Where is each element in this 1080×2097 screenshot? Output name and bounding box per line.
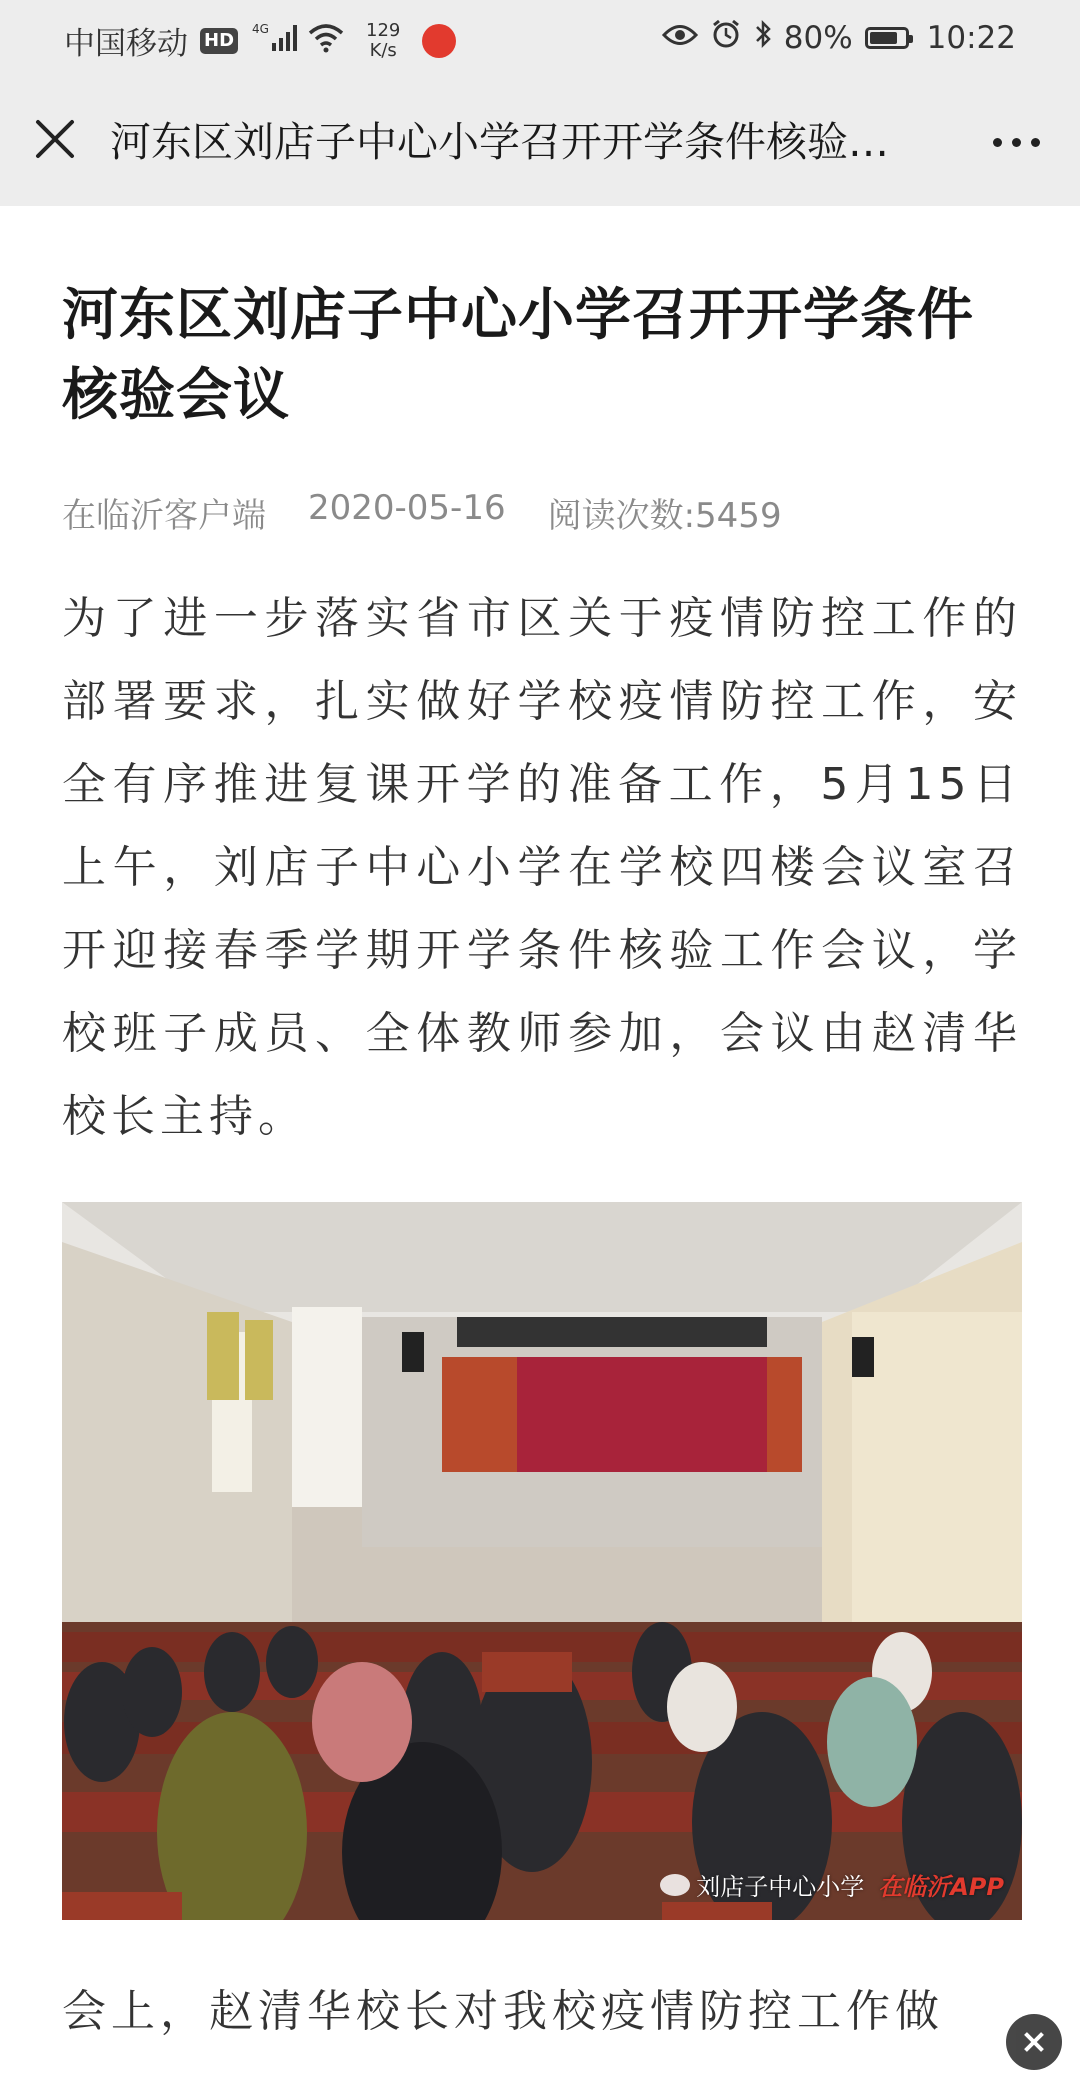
alarm-icon — [710, 18, 742, 58]
article — [62, 206, 1022, 2097]
article-date: 2020-05-16 — [308, 488, 506, 528]
article-source[interactable]: 在临沂客户端 — [62, 496, 266, 536]
nav-bar — [0, 78, 1080, 206]
photo-watermark — [660, 1867, 1004, 1902]
carrier-label: 中国移动 — [64, 26, 188, 62]
more-options-icon[interactable] — [993, 138, 1040, 147]
article-paragraph-1: 为了进一步落实省市区关于疫情防控工作的部署要求，扎实做好学校疫情防控工作，安全有序推进复课开学的准备工作，5月15日上午，刘店子中心小学在学校四楼会议室召开迎接春季学期开学条件核验工作会议，学校班子成员、全体教师参加，会议由赵清华校长主持。 — [62, 593, 1022, 1142]
speed-unit: K/s — [369, 39, 397, 61]
article-photo[interactable] — [62, 1202, 1022, 1920]
signal-icon — [252, 21, 298, 61]
article-read-count: 阅读次数:5459 — [547, 496, 782, 536]
battery-icon — [865, 27, 909, 49]
wifi-icon — [306, 21, 346, 61]
article-title: 河东区刘店子中心小学召开开学条件核验会议 — [62, 283, 974, 428]
status-bar — [0, 0, 1080, 78]
photo-brand-logo: 在临沂APP — [878, 1873, 1004, 1901]
close-icon[interactable] — [34, 118, 76, 160]
app-notification-icon — [422, 24, 456, 58]
clock: 10:22 — [926, 20, 1016, 56]
network-speed — [366, 21, 400, 61]
status-left — [64, 18, 456, 63]
battery-percent: 80% — [783, 20, 853, 56]
photo-watermark-text: 刘店子中心小学 — [696, 1873, 865, 1901]
network-type: 4G — [252, 21, 269, 36]
article-meta — [62, 488, 1022, 537]
meeting-room-photo — [62, 1202, 1022, 1920]
article-paragraph-2: 会上，赵清华校长对我校疫情防控工作做 — [62, 1986, 944, 2037]
nav-title: 河东区刘店子中心小学召开开学条件核验… — [110, 118, 889, 166]
hd-icon: HD — [200, 28, 238, 54]
wechat-icon — [660, 1874, 690, 1896]
floating-close-icon[interactable] — [1006, 2014, 1062, 2070]
bluetooth-icon — [754, 19, 772, 57]
eye-icon — [662, 20, 698, 56]
status-right — [662, 18, 1016, 58]
speed-value: 129 — [366, 19, 401, 41]
